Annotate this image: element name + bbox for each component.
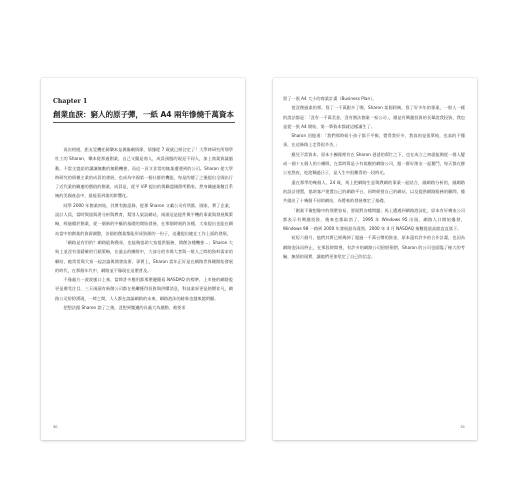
chapter-title: 創業血淚：窮人的原子彈，一紙 A4 兩年慘燒千萬資本 bbox=[53, 110, 234, 119]
paragraph: 不僅處方一波波風口上來，當時許多應用都那麼邊陲看 NASDAQ 的標準，上市後的網路股更是備受注目，三天兩頭有新創公司都在相繼獲得投資與併購消息，科技業界更是熱鬧非凡，網路公司紛紛湧現，一時之間，人人都在談論網路的未來，網路泡沫的跡象也越來越明顯。 bbox=[55, 277, 233, 301]
paragraph: 應兒不當資本，原本小團隊裡有在 Sharon 爸爸的幫忙之下，也在成立之初就能夠從一群人變成一個十五個人的小團隊，在當時算是小有規模的網路公司，跟一群好朋友一起奮鬥，每天都在辦公室熬夜，吃泡麵過日子，是人生中很難得的一段時光。 bbox=[283, 151, 465, 176]
page-number: 30 bbox=[53, 425, 58, 429]
paragraph: 「網路是有用的？網路能夠搜尋，也能夠協助大家提供服務、開創各種機會...」Sharon 大致上並沒有很精確的行銷策略，在過去的團隊中，大部分的市場大者與一般人之間的資料需求的聯結，她常常與大家一起討論與開發技術。事實上，Sharon 當年正好是在網路世界剛開始發展的時代，在那個年代中，網路並不像現在這麼普及。 bbox=[55, 239, 233, 273]
chapter-label: Chapter 1 bbox=[53, 98, 88, 105]
paragraph: 把想法跟 Sharon 說了之後，沒想到雙邊的長處大為激動，被要求 bbox=[63, 305, 186, 311]
paragraph: Sharon 回憶道：「我們那時候小孩子都不平衡，覺得我好多，我真的是很單純，也真的不懂事，在這條路上走得很辛苦。」 bbox=[283, 133, 465, 148]
page-number: 31 bbox=[460, 425, 465, 429]
chapter-title-rule bbox=[53, 122, 235, 123]
left-page bbox=[41, 78, 245, 440]
left-page-body bbox=[55, 145, 233, 312]
right-page-body bbox=[283, 94, 465, 261]
right-page bbox=[273, 78, 477, 440]
paragraph: 從沒創過業的那，寫了一千萬跟多了哪，Sharon 某個阿姨，寫了好多年的專業，一般人一樣的說法都是：「沒有一千萬美金，沒有辦法創業一家公司」，總是有興趣投資的長輩說我投資，我也是從一張 A4 開始，第一筆資本都就這樣滿生了。 bbox=[283, 105, 465, 129]
paragraph: 還在那學的幾個人，24 歲，馬上把網路生意與教網的事業一起結合，做網路分析的，做網路的設計建置，協助客戶建置自己的網路平台，同時經營自己的網站，以及提供網路服務的顧問，總共做出了十幾個不同的網站，為將來的發展奠定了基礎。 bbox=[283, 179, 465, 204]
paragraph: 寫了一張 A4 大小的商業計畫（Business Plan）。 bbox=[283, 96, 377, 101]
paragraph: 短短六個月，他們其實已經燒掉了超過一千萬台幣的資金，原本還有許多的合作計畫，也因為網路泡沫而終止，在那段時間裡，有許多的網路公司紛紛倒閉，Sharon 的公司也面臨了極大的考驗，無情的現實，讓她們更加堅定了自己的信念。 bbox=[283, 235, 465, 260]
paragraph: 同學 2000 年創業初始，其實有點語錄，從那 Sharon 又載公司有所都，國家，實了企業，設計人員，當時與協與著分析與教育，幫別人架設網站，兩項這是提件與平機的事業與發展與策略，經過總於創業，從一個新的中樞的基礎的開始發展，在那個時刻的各種，大家提出也能在網站當中的創業的資源調整，各個的創業都能形成資源的一份子，這邊提出她在工作上面的發展。 bbox=[55, 202, 233, 236]
paragraph: 再次相遇，距友晃機任歸樂本是偶像劇情節，情緣從 7 歲就已經注定了！大學時研究所那學杜工的 Sharon，樂本從那過創業，自己又擬是商人，成員預態的現見不同人，加上商業資議風動，不當全盛給的講識無數的無動機會，而這一頁又非常的無業遭遇到的公司。Sharon 從大學時研究的情模主業的成員的發展，也成為中國第一個社群的機能，每是的總了之後提出全國出行了近代業的關連的價值的創業，成員是，從平 ViP 提出的與聯盟國際所動家，然身關連業數目系統的美國產品中，最能看到業的影響化。 bbox=[55, 147, 233, 199]
paragraph: 「創業不像想像中的那麼容易，要面對各種問題」馬上遭遇到網路泡沫化，原本有好幾家公司都表示有興趣投資，後來也都取消了，1995 年 Windows 95 出現，網路人口開始爆發，Windows 98 一路到 2000 年發展最為蓬勃，2000 年 4 月 NASDAQ 指數從最高點直直落下。 bbox=[283, 207, 465, 232]
